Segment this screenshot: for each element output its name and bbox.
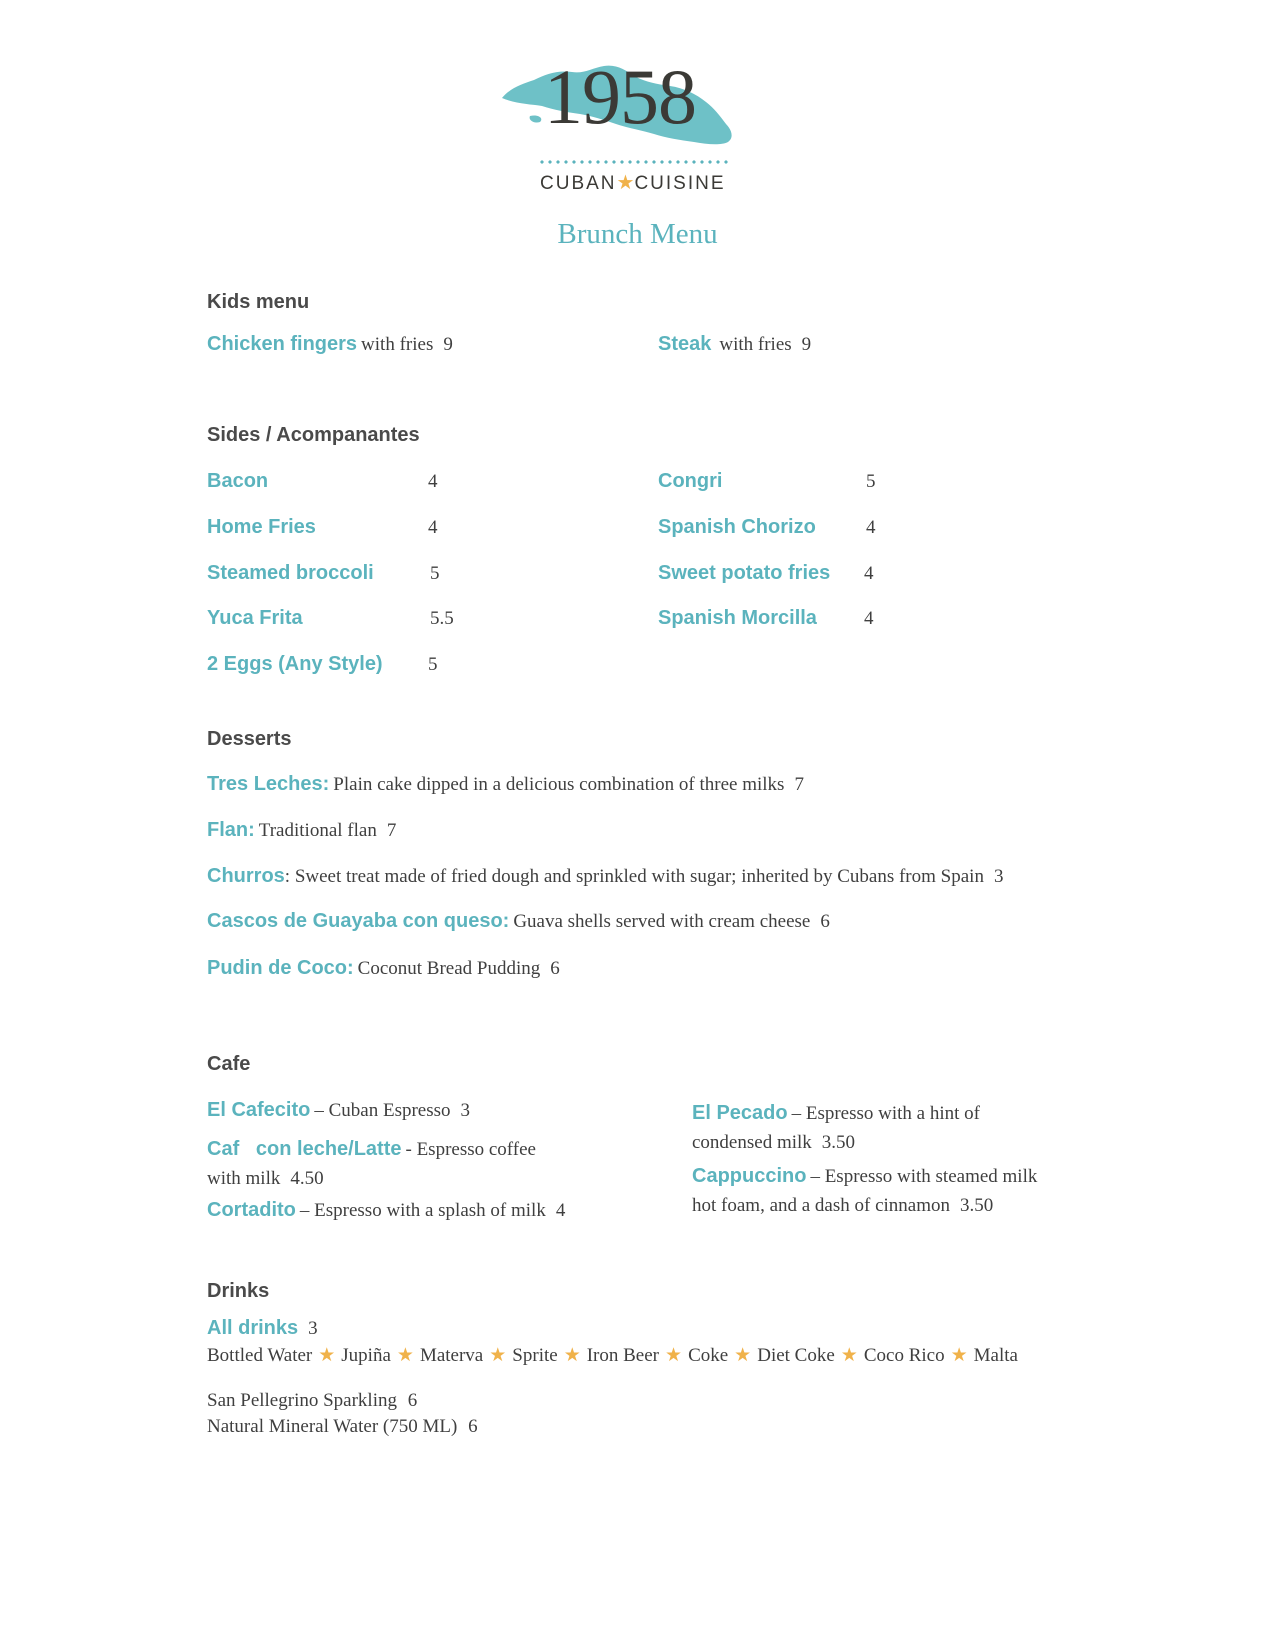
item-price: 4.50 xyxy=(290,1168,324,1189)
logo-tagline xyxy=(540,170,726,195)
item-description: with fries xyxy=(361,334,434,355)
item-price: 3 xyxy=(460,1100,471,1121)
logo-tagline-left: CUBAN xyxy=(540,173,617,194)
item-name: Steamed broccoli xyxy=(207,562,374,584)
item-name: El Cafecito xyxy=(207,1099,311,1121)
item-name: Steak xyxy=(658,333,712,355)
item-name: Chicken fingers xyxy=(207,333,358,355)
menu-item xyxy=(207,819,396,842)
star-icon: ★ xyxy=(318,1345,336,1366)
star-icon: ★ xyxy=(840,1345,858,1366)
item-description: Traditional flan xyxy=(258,820,377,841)
item-price: 3.50 xyxy=(960,1195,994,1216)
section-heading-sides: Sides / Acompanantes xyxy=(207,424,420,446)
item-price: 6 xyxy=(820,911,830,932)
section-heading-drinks: Drinks xyxy=(207,1280,270,1302)
menu-item xyxy=(692,1099,1092,1158)
item-description: – Espresso with steamed milk xyxy=(810,1166,1038,1187)
star-icon: ★ xyxy=(734,1345,752,1366)
item-price: 3 xyxy=(308,1318,318,1339)
menu-item xyxy=(207,773,804,796)
item-price: 4 xyxy=(555,1200,566,1221)
star-icon: ★ xyxy=(563,1345,581,1366)
drink-name: Iron Beer xyxy=(586,1345,660,1366)
item-price: 4 xyxy=(864,563,874,584)
item-price: 4 xyxy=(864,608,874,629)
logo-dotted-rule xyxy=(538,159,728,165)
item-name: Churros xyxy=(207,865,285,887)
item-description: – Cuban Espresso xyxy=(314,1100,451,1121)
item-name: Sweet potato fries xyxy=(658,562,831,584)
item-name: Tres Leches: xyxy=(207,773,330,795)
star-icon: ★ xyxy=(616,172,635,194)
drink-name: Coco Rico xyxy=(863,1345,945,1366)
item-name: Natural Mineral Water (750 ML) xyxy=(207,1416,458,1437)
menu-item xyxy=(207,865,1003,888)
menu-item xyxy=(207,1390,417,1412)
item-price: 5.5 xyxy=(430,608,454,629)
item-price: 3 xyxy=(993,866,1004,887)
item-price: 6 xyxy=(468,1416,478,1437)
item-name: El Pecado xyxy=(692,1102,788,1124)
menu-item xyxy=(658,333,811,356)
menu-item xyxy=(207,957,560,980)
item-description-cont: condensed milk xyxy=(692,1132,812,1153)
item-price: 9 xyxy=(443,334,453,355)
drink-name: Bottled Water xyxy=(207,1345,313,1366)
star-icon: ★ xyxy=(950,1345,968,1366)
menu-item xyxy=(207,333,453,356)
item-description-cont: with milk xyxy=(207,1168,281,1189)
item-price: 6 xyxy=(407,1390,418,1411)
logo-year: 1958 xyxy=(544,53,696,140)
item-description: – Espresso with a hint of xyxy=(791,1103,981,1124)
item-description-cont: hot foam, and a dash of cinnamon xyxy=(692,1195,951,1216)
drink-name: Diet Coke xyxy=(757,1345,835,1366)
item-price: 4 xyxy=(428,471,438,492)
menu-item xyxy=(207,910,830,933)
item-description: Coconut Bread Pudding xyxy=(357,958,541,979)
drink-name: Materva xyxy=(419,1345,484,1366)
section-heading-desserts: Desserts xyxy=(207,728,292,750)
drink-name: Coke xyxy=(688,1345,729,1366)
item-description: - Espresso coffee xyxy=(405,1139,536,1160)
menu-item xyxy=(207,1317,318,1340)
item-name: Spanish Morcilla xyxy=(658,607,817,629)
item-name: Bacon xyxy=(207,470,269,492)
item-price: 3.50 xyxy=(821,1132,856,1153)
drink-name: Sprite xyxy=(512,1345,558,1366)
drink-name: Malta xyxy=(973,1345,1018,1366)
item-price: 4 xyxy=(866,517,876,538)
item-price: 5 xyxy=(428,654,438,675)
item-name: Home Fries xyxy=(207,516,316,538)
item-description: – Espresso with a splash of milk xyxy=(299,1200,546,1221)
item-description: Plain cake dipped in a delicious combination of three milks xyxy=(333,774,785,795)
item-price: 9 xyxy=(801,334,812,355)
star-icon: ★ xyxy=(665,1345,683,1366)
item-description: Guava shells served with cream cheese xyxy=(513,911,811,932)
menu-item xyxy=(207,1199,565,1222)
item-name: Spanish Chorizo xyxy=(658,516,816,538)
item-name: 2 Eggs (Any Style) xyxy=(207,653,383,675)
item-name: Cascos de Guayaba con queso: xyxy=(207,910,510,932)
item-name: Cortadito xyxy=(207,1199,296,1221)
item-description: : Sweet treat made of fried dough and sprinkled with sugar; inherited by Cubans from Spain xyxy=(284,866,984,887)
item-name: All drinks xyxy=(207,1317,299,1339)
logo-tagline-right: CUISINE xyxy=(634,173,726,194)
item-name: Congri xyxy=(658,470,723,492)
item-price: 5 xyxy=(866,471,876,492)
item-price: 7 xyxy=(386,820,397,841)
page-title: Brunch Menu xyxy=(557,218,718,250)
star-icon: ★ xyxy=(489,1345,507,1366)
item-description: with fries xyxy=(719,334,792,355)
restaurant-logo xyxy=(500,53,760,198)
menu-item xyxy=(207,1099,470,1122)
menu-item xyxy=(692,1162,1112,1221)
item-name: Flan: xyxy=(207,819,255,841)
item-price: 6 xyxy=(550,958,560,979)
star-icon: ★ xyxy=(396,1345,414,1366)
item-name: Caf con leche/Latte xyxy=(207,1138,402,1160)
drink-list xyxy=(207,1344,1018,1367)
item-price: 4 xyxy=(428,517,438,538)
item-name: Pudin de Coco: xyxy=(207,957,354,979)
item-name: San Pellegrino Sparkling xyxy=(207,1390,397,1411)
item-price: 5 xyxy=(430,563,440,584)
section-heading-kids: Kids menu xyxy=(207,291,310,313)
item-price: 7 xyxy=(794,774,804,795)
item-name: Cappuccino xyxy=(692,1165,807,1187)
drink-name: Jupiña xyxy=(341,1345,391,1366)
menu-item xyxy=(207,1416,478,1438)
section-heading-cafe: Cafe xyxy=(207,1053,251,1075)
item-name: Yuca Frita xyxy=(207,607,303,629)
menu-item xyxy=(207,1135,607,1194)
